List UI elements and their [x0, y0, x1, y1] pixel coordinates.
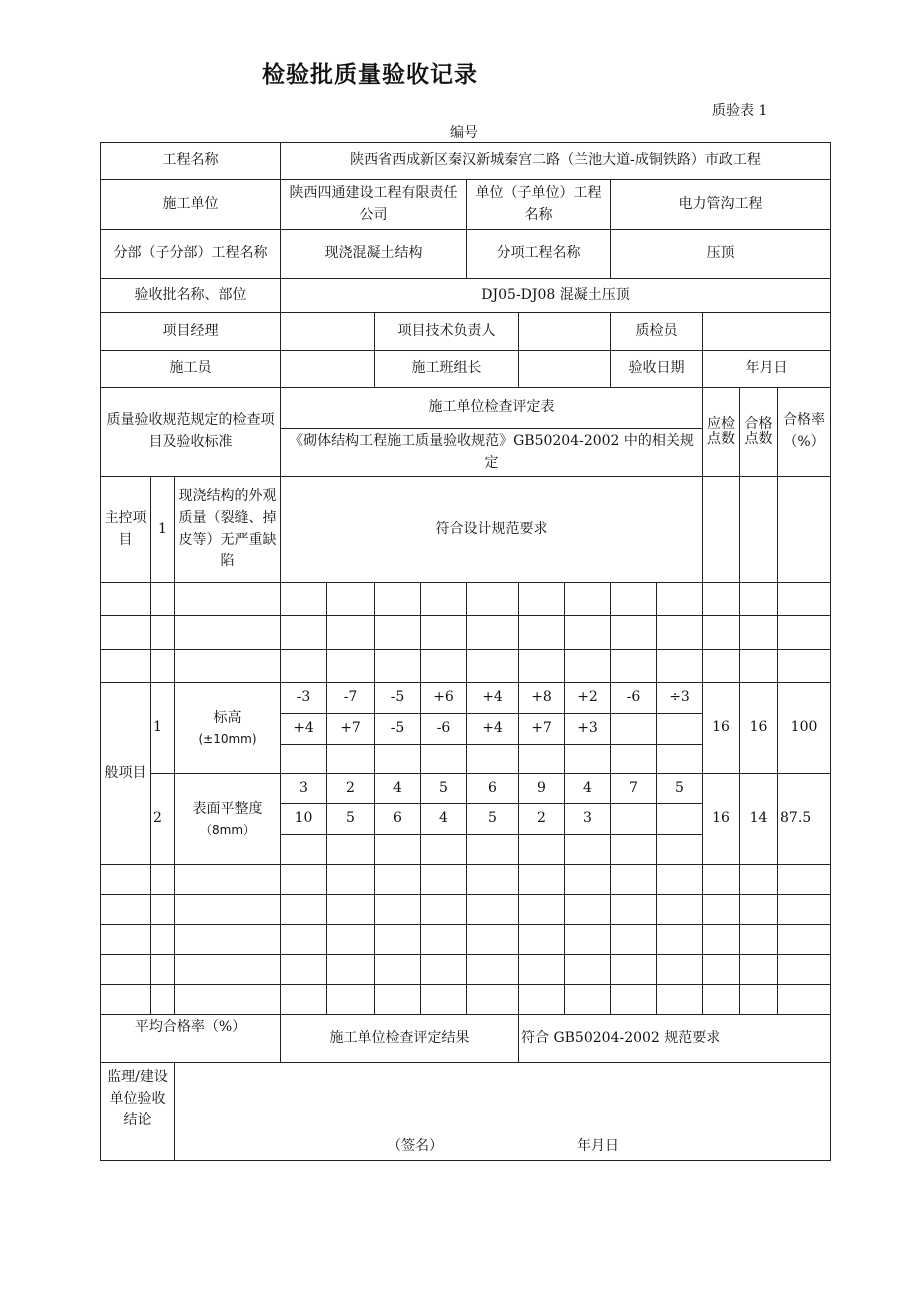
table-row [101, 650, 831, 683]
measurement-cell: +8 [519, 683, 565, 714]
batch: DJ05-DJ08 混凝土压顶 [281, 279, 831, 313]
general-item-name [175, 774, 281, 865]
contractor: 陕西四通建设工程有限责任公司 [281, 180, 467, 230]
measurement-cell: 3 [281, 774, 327, 804]
result-value: 符合 GB50204-2002 规范要求 [519, 1015, 831, 1063]
measurement-cell: -7 [327, 683, 375, 714]
inspection-record-table [100, 142, 831, 1161]
should-points: 16 [703, 774, 740, 865]
measurement-cell: -3 [281, 683, 327, 714]
measurement-cell: +6 [421, 683, 467, 714]
division: 现浇混凝土结构 [281, 230, 467, 279]
measurement-cell: 5 [327, 804, 375, 835]
batch-label: 验收批名称、部位 [101, 279, 281, 313]
measurement-cell: 5 [467, 804, 519, 835]
table-row [101, 865, 831, 895]
main-control-label: 主控项目 [101, 477, 151, 583]
tech-lead-label: 项目技术负责人 [375, 313, 519, 351]
project-name: 陕西省西成新区秦汉新城秦宫二路（兰池大道-成铜铁路）市政工程 [281, 143, 831, 180]
eval-spec: 《砌体结构工程施工质量验收规范》GB50204-2002 中的相关规定 [281, 429, 703, 477]
measurement-cell [657, 714, 703, 745]
general-item-no: 1 [151, 683, 175, 774]
worker-value [281, 351, 375, 388]
main-control-pass [740, 477, 778, 583]
measurement-cell: +2 [565, 683, 611, 714]
contractor-label: 施工单位 [101, 180, 281, 230]
main-control-item: 现浇结构的外观质量（裂缝、掉皮等）无严重缺陷 [175, 477, 281, 583]
subitem: 压顶 [611, 230, 831, 279]
should-points: 16 [703, 683, 740, 774]
worker-label: 施工员 [101, 351, 281, 388]
item-name: 标高 [213, 709, 242, 726]
table-row [101, 895, 831, 925]
table-row [101, 955, 831, 985]
pass-points: 14 [740, 774, 778, 865]
measurement-cell: 9 [519, 774, 565, 804]
table-row [101, 985, 831, 1015]
inspector-value [703, 313, 831, 351]
standard-label: 质量验收规范规定的检查项目及验收标准 [101, 388, 281, 477]
general-item-name [175, 683, 281, 774]
measurement-cell: -5 [375, 683, 421, 714]
measurement-cell: 2 [519, 804, 565, 835]
tech-lead-value [519, 313, 611, 351]
measurement-cell: ÷3 [657, 683, 703, 714]
project-name-label: 工程名称 [101, 143, 281, 180]
result-label: 施工单位检查评定结果 [281, 1015, 519, 1063]
measurement-cell: -5 [375, 714, 421, 745]
inspector-label: 质检员 [611, 313, 703, 351]
team-lead-value [519, 351, 611, 388]
document-title: 检验批质量验收记录 [262, 62, 478, 88]
subitem-label: 分项工程名称 [467, 230, 611, 279]
measurement-cell: 6 [467, 774, 519, 804]
should-points-header: 应检点数 [703, 388, 740, 477]
supervision-label: 监理/建设单位验收结论 [101, 1063, 175, 1161]
table-row [101, 583, 831, 616]
team-lead-label: 施工班组长 [375, 351, 519, 388]
general-label: 般项目 [101, 683, 151, 865]
measurement-cell: 4 [375, 774, 421, 804]
eval-table-label: 施工单位检查评定表 [281, 388, 703, 429]
supervision-conclusion [175, 1063, 831, 1161]
measurement-cell: -6 [421, 714, 467, 745]
pm-label: 项目经理 [101, 313, 281, 351]
pass-points: 16 [740, 683, 778, 774]
avg-rate-label: 平均合格率（%） [101, 1015, 281, 1063]
item-tolerance: （8mm） [200, 822, 256, 837]
division-label: 分部（子分部）工程名称 [101, 230, 281, 279]
measurement-cell: +3 [565, 714, 611, 745]
measurement-cell: 4 [421, 804, 467, 835]
measurement-cell: 5 [657, 774, 703, 804]
main-control-no: 1 [151, 477, 175, 583]
measurement-cell: +4 [467, 714, 519, 745]
main-control-result: 符合设计规范要求 [281, 477, 703, 583]
measurement-cell: -6 [611, 683, 657, 714]
measurement-cell: 5 [421, 774, 467, 804]
unit-project-label: 单位（子单位）工程名称 [467, 180, 611, 230]
main-control-rate [778, 477, 831, 583]
serial-label: 编号 [450, 125, 478, 141]
signature-label: （签名） [387, 1138, 443, 1155]
date-value: 年月日 [703, 351, 831, 388]
measurement-cell: +7 [327, 714, 375, 745]
general-item-no: 2 [151, 774, 175, 865]
measurement-cell: 7 [611, 774, 657, 804]
measurement-cell: 2 [327, 774, 375, 804]
measurement-cell: 4 [565, 774, 611, 804]
measurement-cell: +4 [467, 683, 519, 714]
item-tolerance: (±10mm) [198, 731, 257, 746]
measurement-cell: 6 [375, 804, 421, 835]
pm-value [281, 313, 375, 351]
item-name: 表面平整度 [192, 800, 263, 817]
measurement-cell [611, 804, 657, 835]
table-row [101, 925, 831, 955]
measurement-cell: +4 [281, 714, 327, 745]
measurement-cell: 3 [565, 804, 611, 835]
pass-rate: 100 [778, 683, 831, 774]
measurement-cell: 10 [281, 804, 327, 835]
table-row [101, 683, 831, 714]
pass-rate-header: 合格率（%） [778, 388, 831, 477]
form-number: 质验表 1 [712, 103, 768, 119]
measurement-cell [657, 804, 703, 835]
date-label: 验收日期 [611, 351, 703, 388]
pass-points-header: 合格点数 [740, 388, 778, 477]
measurement-cell [611, 714, 657, 745]
measurement-cell: +7 [519, 714, 565, 745]
main-control-should [703, 477, 740, 583]
table-row [101, 774, 831, 804]
pass-rate: 87.5 [778, 774, 831, 865]
table-row [101, 616, 831, 650]
signature-date: 年月日 [577, 1138, 619, 1155]
unit-project: 电力管沟工程 [611, 180, 831, 230]
